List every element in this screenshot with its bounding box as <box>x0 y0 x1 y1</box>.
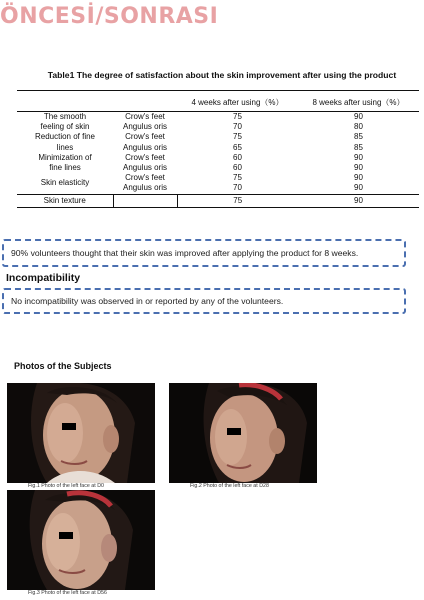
week8-cell: 90 <box>354 152 363 162</box>
week8-cell: 80 <box>354 122 363 132</box>
subject-photo-d28 <box>169 383 317 483</box>
attribute-cell: Reduction of fine lines <box>34 132 96 152</box>
attribute-cell: Minimization of fine lines <box>38 152 92 173</box>
week4-cell: 60 <box>233 163 242 173</box>
week8-cell: 90 <box>354 183 363 193</box>
face-photo-image <box>7 490 155 590</box>
table-row <box>17 112 419 123</box>
header-region <box>113 91 177 112</box>
photo-caption: Fig.1 Photo of the left face at D0 <box>28 483 104 489</box>
satisfaction-table <box>17 90 419 208</box>
attribute-cell: Skin texture <box>17 194 113 207</box>
week4-cell: 75 <box>177 194 298 207</box>
header-attribute <box>17 91 113 112</box>
region-cell: Angulus oris <box>122 183 168 193</box>
week8-cell: 85 <box>354 132 363 142</box>
week4-cell: 75 <box>233 132 242 142</box>
week8-cell: 90 <box>354 112 363 121</box>
photo-caption: Fig.2 Photo of the left face at D28 <box>190 483 269 489</box>
region-cell: Angulus oris <box>122 163 168 173</box>
region-cell: Angulus oris <box>122 122 168 132</box>
incompatibility-text: No incompatibility was observed in or reported by any of the volunteers. <box>11 296 284 306</box>
week8-cell: 85 <box>354 142 363 152</box>
table-row <box>17 153 419 163</box>
table-row-skin-texture <box>17 194 419 207</box>
table-header-row <box>17 91 419 112</box>
region-cell: Crow's feet <box>125 132 165 142</box>
week4-cell: 65 <box>233 142 242 152</box>
region-cell: Crow's feet <box>125 173 165 183</box>
header-8-weeks: 8 weeks after using（%） <box>298 91 419 112</box>
week8-cell: 90 <box>298 194 419 207</box>
week4-cell: 75 <box>233 173 242 183</box>
week4-cell: 60 <box>233 152 242 162</box>
week8-cell: 90 <box>354 173 363 183</box>
summary-box <box>2 239 406 267</box>
attribute-cell: Skin elasticity <box>40 178 90 188</box>
week8-cell: 90 <box>354 163 363 173</box>
incompatibility-box <box>2 288 406 314</box>
region-cell <box>113 194 177 207</box>
region-cell: Angulus oris <box>122 142 168 152</box>
region-cell: Crow's feet <box>125 112 165 121</box>
page-header-title: ÖNCESİ/SONRASI <box>0 4 219 29</box>
photo-caption: Fig.3 Photo of the left face at D56 <box>28 590 107 596</box>
incompatibility-heading: Incompatibility <box>6 272 81 284</box>
photos-heading: Photos of the Subjects <box>14 361 112 371</box>
face-photo-image <box>7 383 155 483</box>
week4-cell: 70 <box>233 183 242 193</box>
table-title: Table1 The degree of satisfaction about the skin improvement after using the product <box>47 70 397 80</box>
attribute-cell: The smooth feeling of skin <box>40 112 90 132</box>
region-cell: Crow's feet <box>125 152 165 162</box>
week4-cell: 70 <box>233 122 242 132</box>
subject-photo-d0 <box>7 383 155 483</box>
header-4-weeks: 4 weeks after using（%） <box>177 91 298 112</box>
subject-photo-d56 <box>7 490 155 590</box>
week4-cell: 75 <box>233 112 242 121</box>
table-row <box>17 173 419 183</box>
summary-text: 90% volunteers thought that their skin was improved after applying the product for 8 weeks. <box>11 248 359 258</box>
face-photo-image <box>169 383 317 483</box>
table-row <box>17 132 419 142</box>
